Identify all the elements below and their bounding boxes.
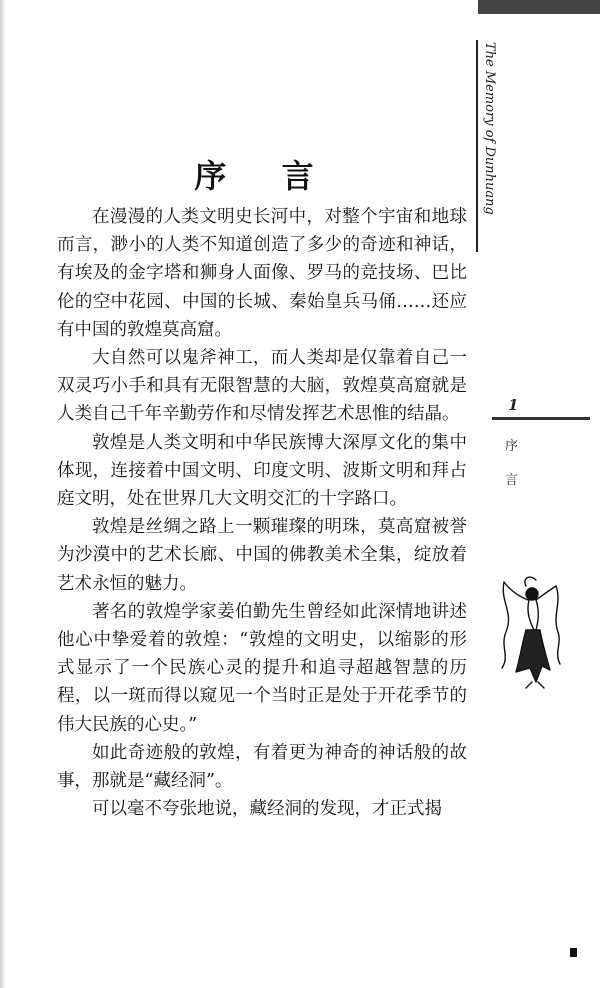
flying-apsara-illustration <box>496 572 566 692</box>
running-head-text: The Memory of Dunhuang <box>482 42 497 215</box>
top-corner-rule <box>478 0 600 14</box>
page-title: 序 言 <box>194 157 336 196</box>
section-tab <box>505 430 518 498</box>
paragraph-2: 大自然可以鬼斧神工，而人类却是仅靠着自己一双灵巧小手和具有无限智慧的大脑，敦煌莫高窟就是人类自己千年辛勤劳作和尽情发挥艺术思惟的结晶。 <box>57 348 467 425</box>
paragraph-3: 敦煌是人类文明和中华民族博大深厚文化的集中体现，连接着中国文明、印度文明、波斯文明和拜占庭文明，处在世界几大文明交汇的十字路口。 <box>57 432 467 510</box>
page-binding-shadow <box>0 0 6 988</box>
paragraph-7: 可以毫不夸张地说，藏经洞的发现，才正式揭 <box>92 799 442 820</box>
paragraph-4: 敦煌是丝绸之路上一颗璀璨的明珠，莫高窟被誉为沙漠中的艺术长廊、中国的佛教美术全集，绽放着艺术永恒的魅力。 <box>57 517 467 594</box>
running-head <box>476 40 502 252</box>
corner-mark <box>570 948 577 957</box>
page-number: 1 <box>508 396 519 414</box>
section-tab-char-1: 序 <box>505 439 519 454</box>
margin-rule <box>492 417 590 420</box>
body-text <box>57 203 467 823</box>
section-tab-char-2: 言 <box>505 473 519 488</box>
paragraph-6: 如此奇迹般的敦煌，有着更为神奇的神话般的故事，那就是“藏经洞”。 <box>57 742 467 792</box>
paragraph-1: 在漫漫的人类文明史长河中，对整个宇宙和地球而言，渺小的人类不知道创造了多少的奇迹和神话，有埃及的金字塔和狮身人面像、罗马的竞技场、巴比伦的空中花园、中国的长城、秦始皇兵马俑……还应有中国的敦煌莫高窟。 <box>57 207 467 340</box>
paragraph-5: 著名的敦煌学家姜伯勤先生曾经如此深情地讲述他心中挚爱着的敦煌：“敦煌的文明史，以缩影的形式显示了一个民族心灵的提升和追寻超越智慧的历程，以一斑而得以窥见一个当时正是处于开花季节的伟大民族的心史。” <box>57 601 467 735</box>
